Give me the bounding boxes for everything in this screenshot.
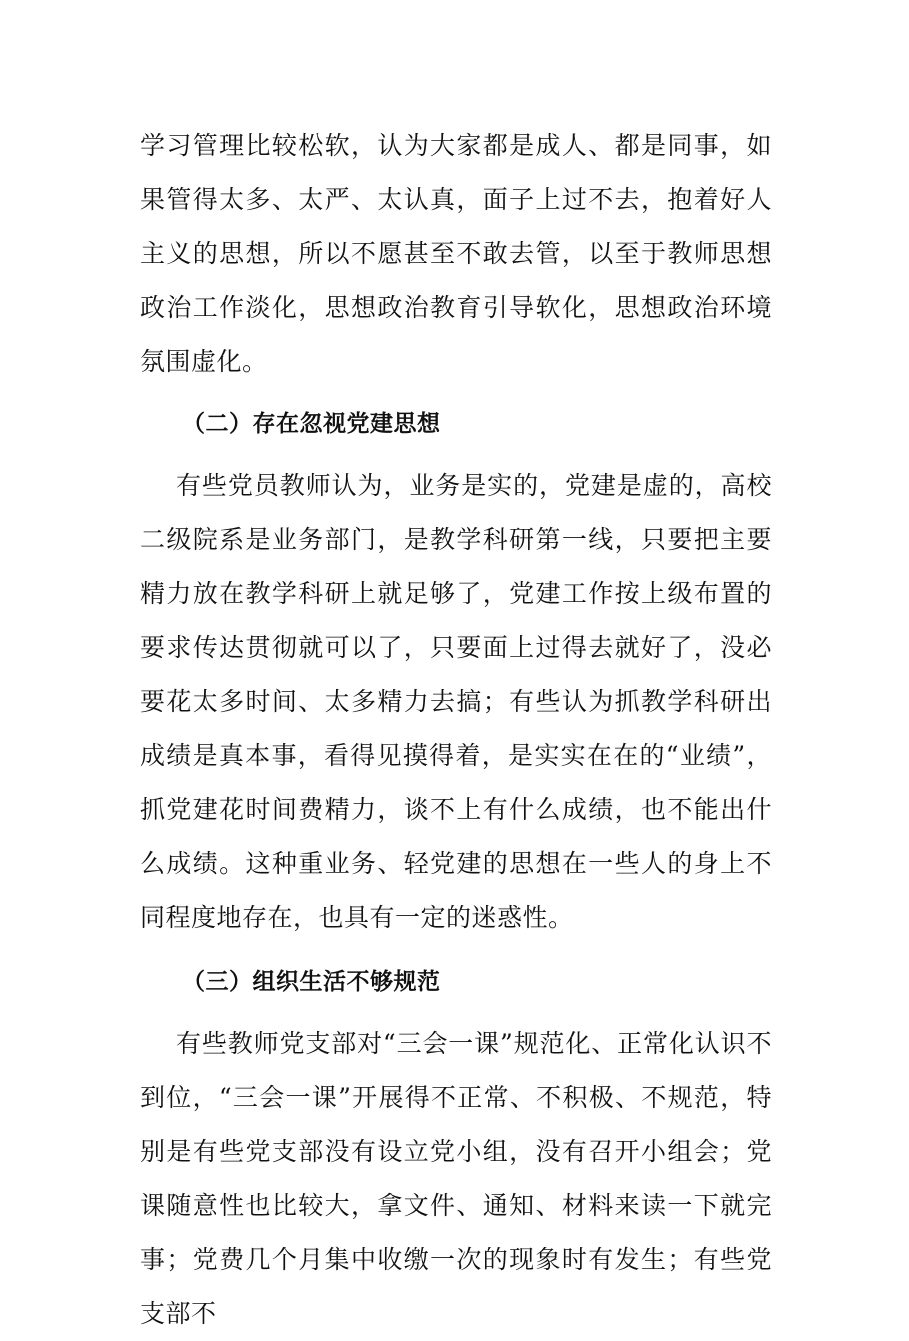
section-heading-2: （二）存在忽视党建思想 xyxy=(182,410,441,437)
paragraph-section-3: 有些教师党支部对“三会一课”规范化、正常化认识不到位，“三会一课”开展得不正常、不积极、不规范，特别是有些党支部没有设立党小组，没有召开小组会；党课随意性也比较大，拿文件、通知、材料来读一下就完事；党费几个月集中收缴一次的现象时有发生；有些党支部不 xyxy=(140,1029,772,1328)
document-body xyxy=(140,119,772,1341)
spacer xyxy=(140,389,772,397)
spacer xyxy=(140,451,772,459)
section-heading-3: （三）组织生活不够规范 xyxy=(182,968,441,995)
spacer xyxy=(140,945,772,955)
paragraph-section-2: 有些党员教师认为，业务是实的，党建是虚的，高校二级院系是业务部门，是教学科研第一线，只要把主要精力放在教学科研上就足够了，党建工作按上级布置的要求传达贯彻就可以了，只要面上过得去就好了，没必要花太多时间、太多精力去搞；有些认为抓教学科研出成绩是真本事，看得见摸得着，是实实在在的“业绩”，抓党建花时间费精力，谈不上有什么成绩，也不能出什么成绩。这种重业务、轻党建的思想在一些人的身上不同程度地存在，也具有一定的迷惑性。 xyxy=(140,471,772,932)
spacer xyxy=(140,1009,772,1017)
paragraph-continuation: 学习管理比较松软，认为大家都是成人、都是同事，如果管得太多、太严、太认真，面子上过不去，抱着好人主义的思想，所以不愿甚至不敢去管，以至于教师思想政治工作淡化，思想政治教育引导软化，思想政治环境氛围虚化。 xyxy=(140,131,772,376)
